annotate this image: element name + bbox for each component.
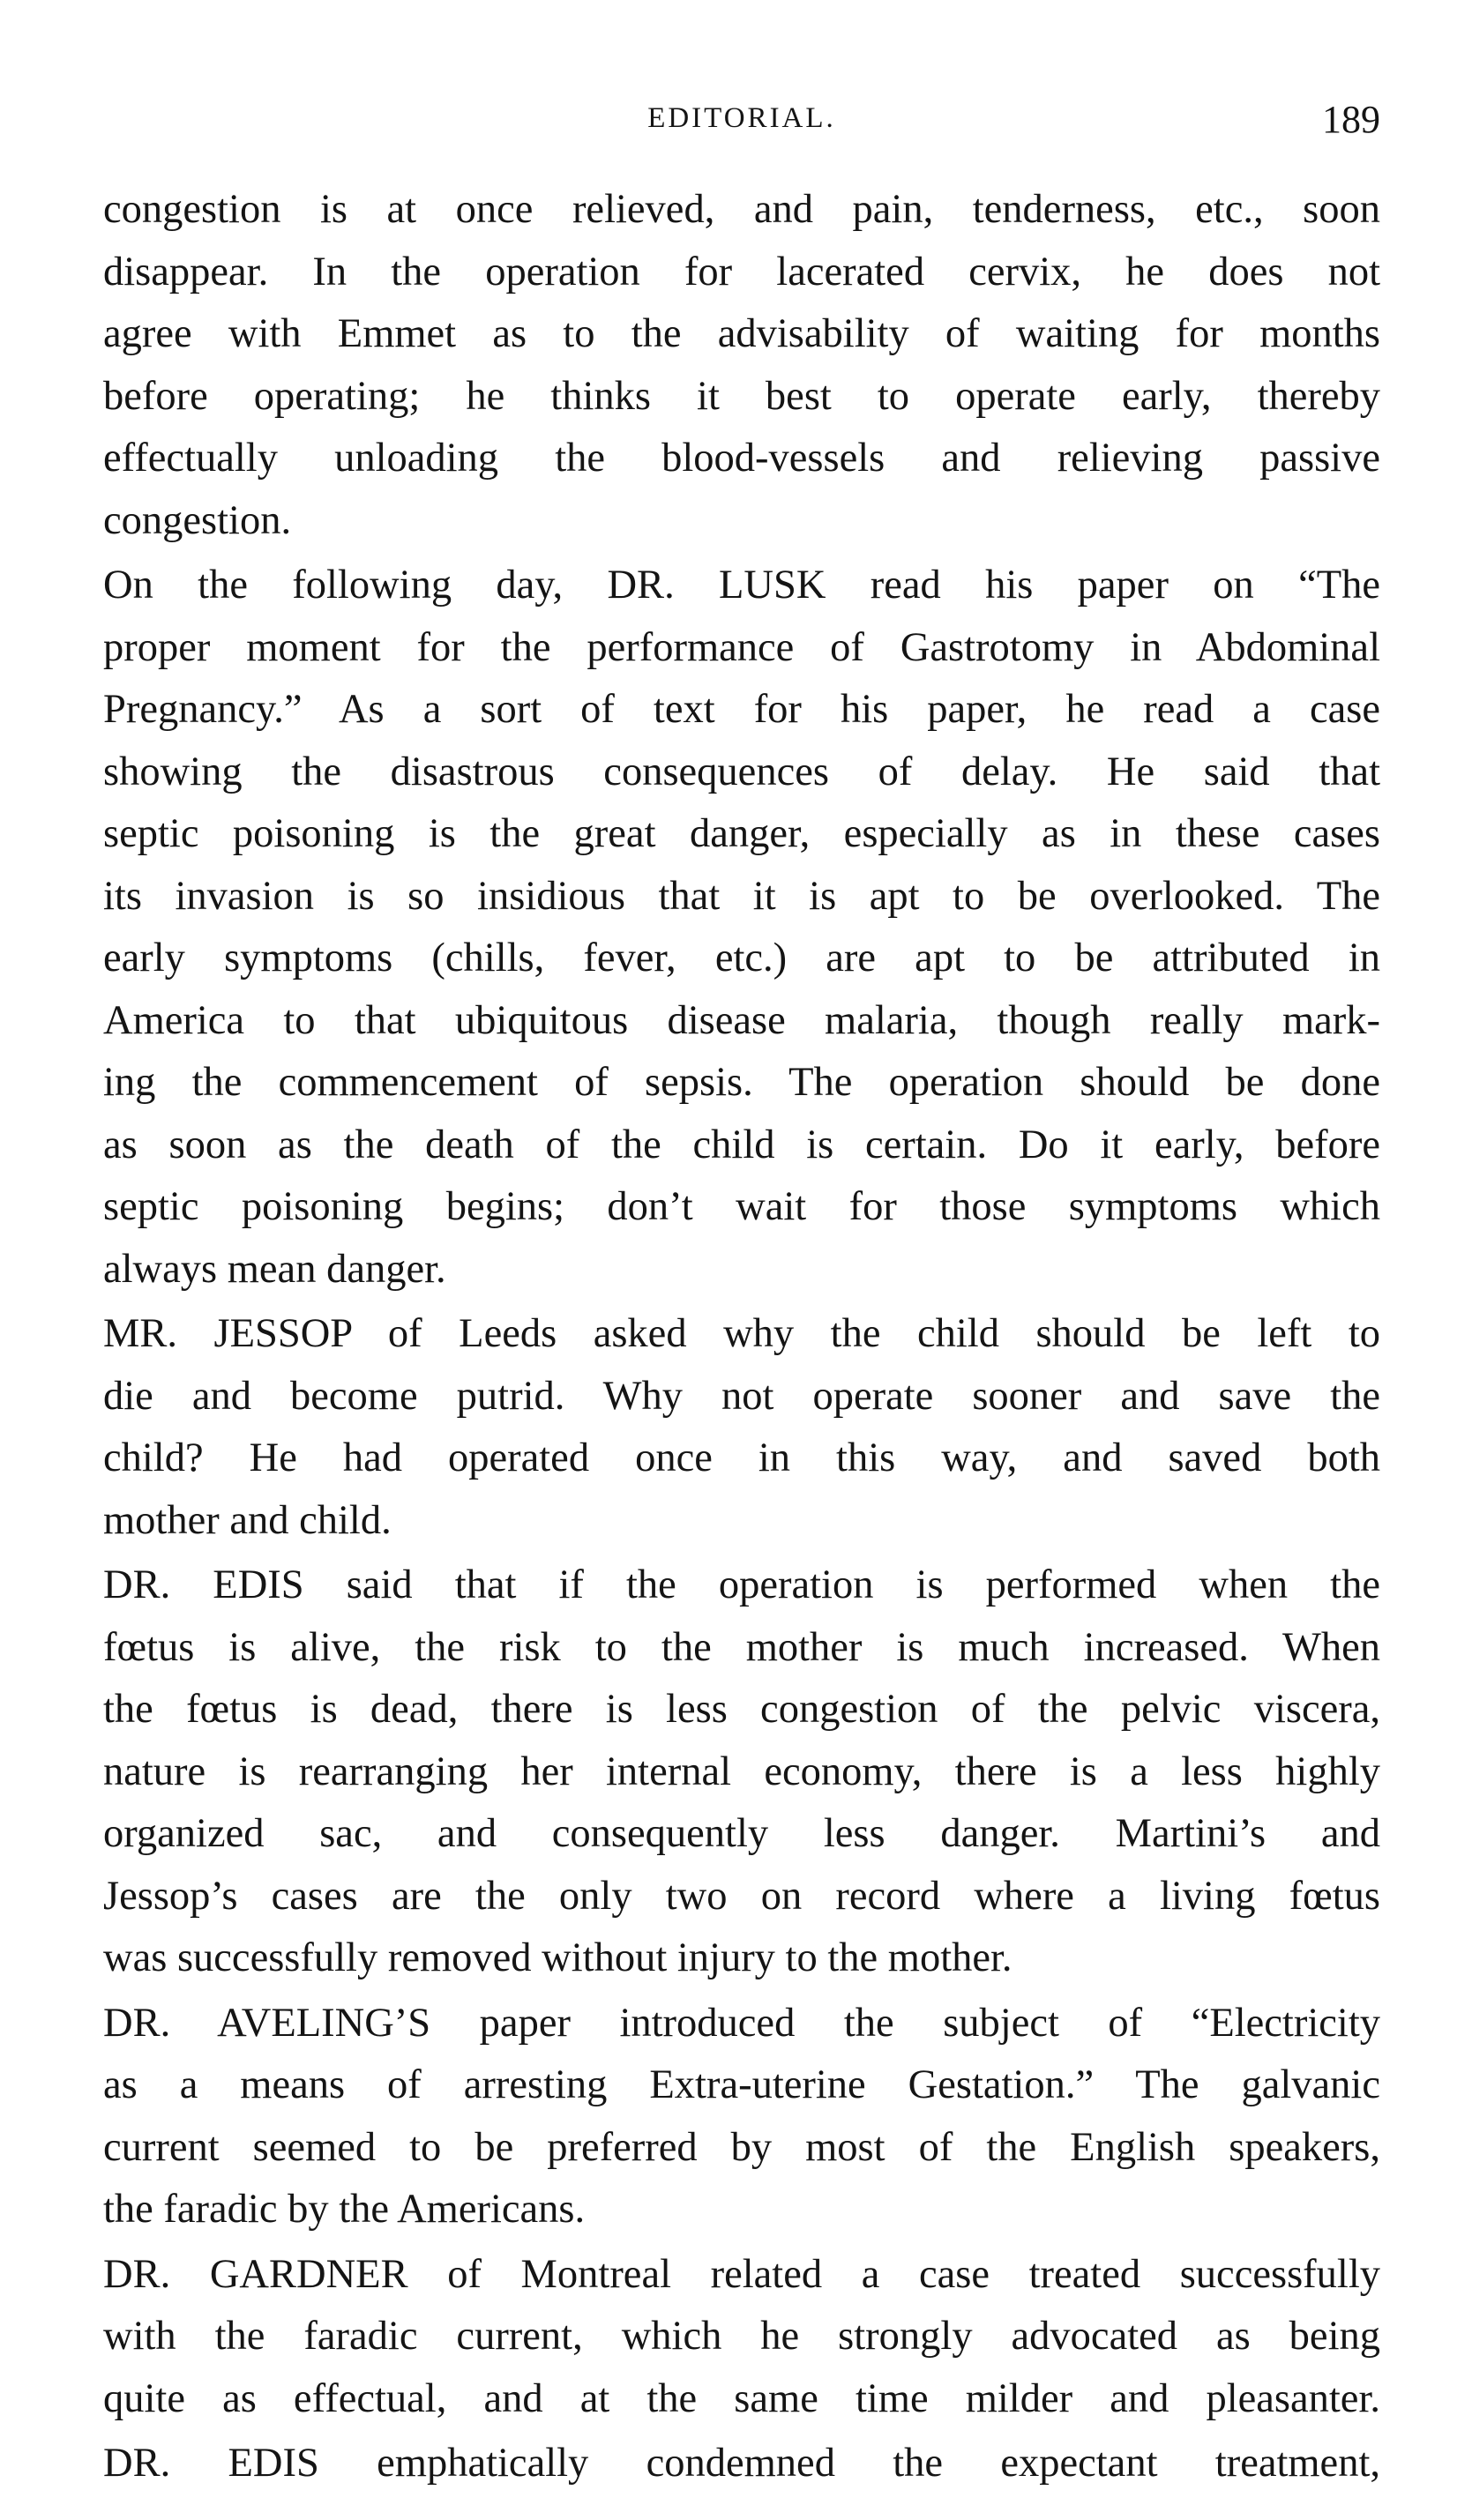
text-line: On the following day, DR. LUSK read his paper on “The [103,563,1380,608]
text-line: Jessop’s cases are the only two on record where a living fœtus [103,1873,1380,1919]
text-line: proper moment for the performance of Gastrotomy in Abdominal [103,624,1380,670]
text-line: with the faradic current, which he strongly advocated as being [103,2314,1380,2359]
text-line: DR. EDIS emphatically condemned the expectant treatment, [103,2441,1380,2486]
text-line: was successfully removed without injury to the mother. [103,1935,1012,1980]
text-line: septic poisoning is the great danger, especially as in these cases [103,811,1380,856]
text-line: die and become putrid. Why not operate sooner and save the [103,1373,1380,1419]
paragraph [103,1303,1380,1552]
text-line: Pregnancy.” As a sort of text for his paper, he read a case [103,687,1380,732]
text-line: fœtus is alive, the risk to the mother is much increased. When [103,1624,1380,1670]
text-line: the fœtus is dead, there is less congestion of the pelvic viscera, [103,1687,1380,1732]
paragraph [103,555,1380,1301]
text-line: organized sac, and consequently less danger. Martini’s and [103,1811,1380,1856]
page-number: 189 [1322,98,1380,141]
paragraph [103,2244,1380,2431]
text-line: as soon as the death of the child is certain. Do it early, before [103,1122,1380,1167]
text-line: child? He had operated once in this way, and saved both [103,1435,1380,1480]
text-line: congestion is at once relieved, and pain, tenderness, etc., soon [103,187,1380,232]
text-line: quite as effectual, and at the same time milder and pleasanter. [103,2375,1380,2421]
text-line: before operating; he thinks it best to operate early, thereby [103,373,1380,419]
paragraph [103,179,1380,552]
paragraph [103,1993,1380,2241]
text-line: DR. EDIS said that if the operation is performed when the [103,1562,1380,1607]
text-line: DR. GARDNER of Montreal related a case treated successfully [103,2251,1380,2297]
running-head [103,97,1380,150]
text-line: its invasion is so insidious that it is apt to be overlooked. The [103,873,1380,919]
paragraph [103,1554,1380,1990]
text-line: congestion. [103,497,292,543]
text-line: MR. JESSOP of Leeds asked why the child should be left to [103,1311,1380,1356]
text-line: showing the disastrous consequences of delay. He said that [103,749,1380,794]
text-line: nature is rearranging her internal economy, there is a less highly [103,1748,1380,1794]
text-line: America to that ubiquitous disease malaria, though really mark- [103,997,1380,1043]
text-line: septic poisoning begins; don’t wait for those symptoms which [103,1184,1380,1229]
text-line: current seemed to be preferred by most of the English speakers, [103,2124,1380,2170]
text-line: as a means of arresting Extra-uterine Gestation.” The galvanic [103,2062,1380,2107]
text-line: ing the commencement of sepsis. The operation should be done [103,1060,1380,1105]
text-line: agree with Emmet as to the advisability of waiting for months [103,311,1380,356]
text-line: early symptoms (chills, fever, etc.) are apt to be attributed in [103,936,1380,980]
text-line: always mean danger. [103,1246,446,1292]
text-line: mother and child. [103,1497,392,1543]
running-title: EDITORIAL. [647,102,836,134]
text-line: disappear. In the operation for lacerated cervix, he does not [103,249,1380,294]
paragraph [103,2433,1380,2495]
body-text [103,179,1380,2495]
text-line: DR. AVELING’S paper introduced the subject of “Electricity [103,2000,1380,2046]
text-line: the faradic by the Americans. [103,2187,586,2232]
text-line: effectually unloading the blood-vessels and relieving passive [103,436,1380,481]
